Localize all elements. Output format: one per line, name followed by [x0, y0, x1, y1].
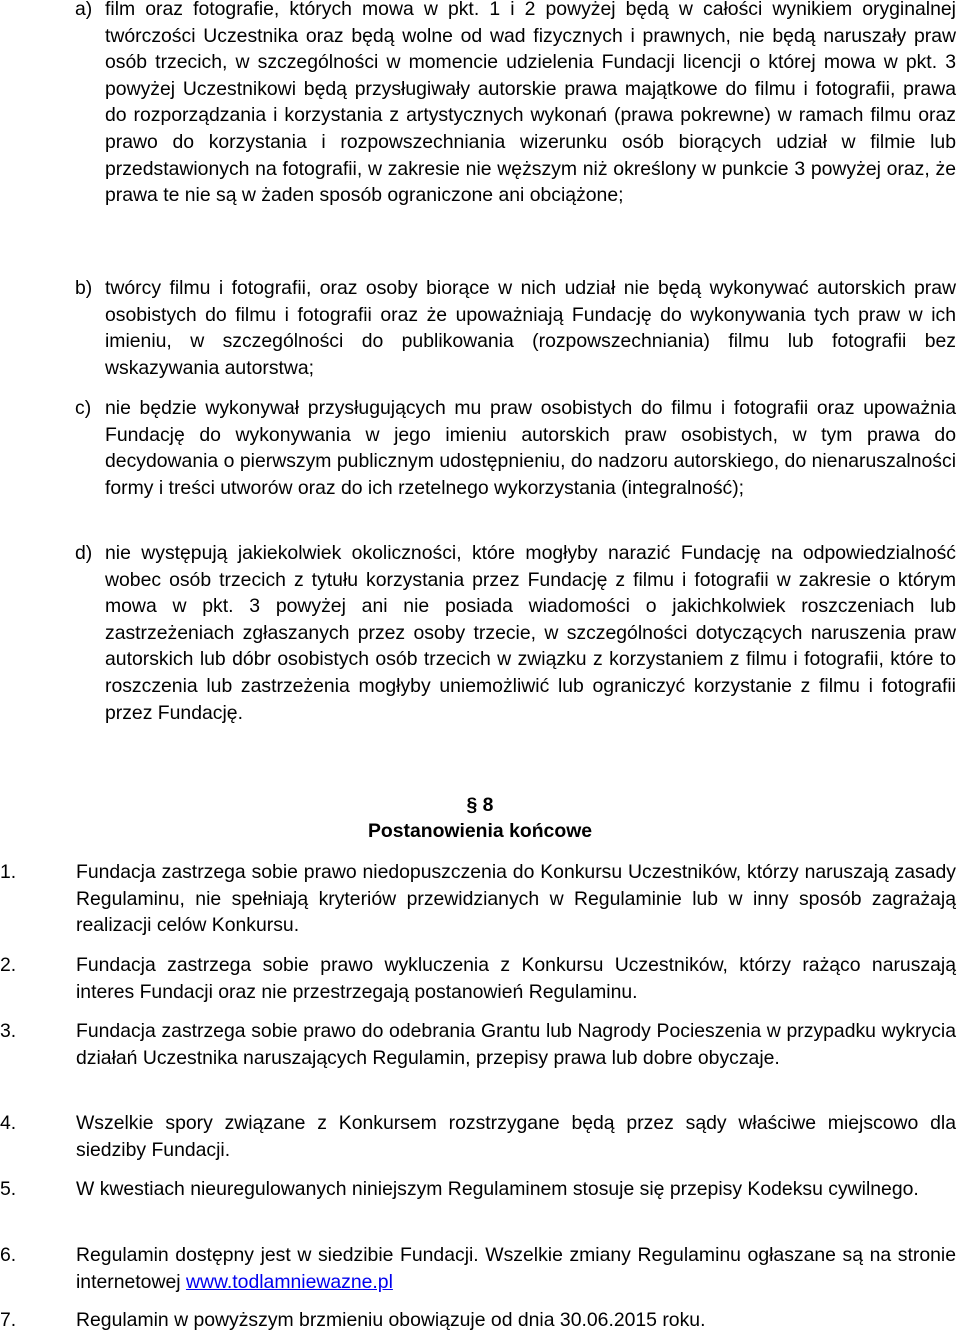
numbered-item-6 [0, 1242, 960, 1295]
numbered-item-marker: 7. [0, 1309, 17, 1331]
numbered-item-3 [0, 1018, 960, 1071]
sub-item-marker: b) [75, 277, 93, 299]
numbered-item-marker: 6. [0, 1244, 17, 1266]
sub-item-a [0, 0, 960, 209]
section-title: Postanowienia końcowe [367, 820, 593, 842]
numbered-item-marker: 2. [0, 954, 17, 976]
website-link[interactable]: www.todlamniewazne.pl [185, 1270, 393, 1293]
sub-item-marker: c) [75, 397, 92, 419]
numbered-item-4 [0, 1110, 960, 1163]
numbered-item-text: Fundacja zastrzega sobie prawo niedopuszczenia do Konkursu Uczestników, którzy naruszają zasady Regulaminu, nie spełniają kryteriów przewidzianych w Regulaminie lub w inny sposób zagrażają realizacji celów Konkursu. [76, 861, 956, 937]
numbered-item-marker: 5. [0, 1178, 17, 1200]
numbered-item-5 [0, 1176, 960, 1203]
numbered-item-text: Fundacja zastrzega sobie prawo do odebrania Grantu lub Nagrody Pocieszenia w przypadku wykrycia działań Uczestnika naruszających Regulamin, przepisy prawa lub dobre obyczaje. [76, 1020, 956, 1069]
numbered-item-text [76, 1242, 956, 1295]
sub-item-text: film oraz fotografie, których mowa w pkt. 1 i 2 powyżej będą w całości wynikiem oryginalnej twórczości Uczestnika oraz będą wolne od wad fizycznych i prawnych, nie będą naruszały praw osób trzecich, w szczególności w momencie udzielenia Fundacji licencji o której mowa w pkt. 3 powyżej Uczestnikowi będą przysługiwały autorskie prawa majątkowe do filmu i fotografii, prawa do rozporządzania i korzystania z artystycznych wykonań (prawa pokrewne) w ramach filmu oraz prawo do korzystania i rozpowszechniania wizerunku osób biorących udział w filmie lub przedstawionych na fotografii, w zakresie nie węższym niż określony w punkcie 3 powyżej oraz, że prawa te nie są w żaden sposób ograniczone ani obciążone; [105, 0, 956, 207]
numbered-item-2 [0, 952, 960, 1005]
numbered-item-marker: 3. [0, 1020, 17, 1042]
sub-item-text: nie będzie wykonywał przysługujących mu praw osobistych do filmu i fotografii oraz upoważnia Fundację do wykonywania w jego imieniu autorskich praw osobistych, w tym prawa do decydowania o pierwszym publicznym udostępnieniu, do nadzoru autorskiego, do nienaruszalności formy i treści utworów oraz do ich rzetelnego wykorzystania (integralność); [105, 397, 956, 499]
sub-item-marker: a) [75, 0, 93, 20]
sub-item-list [0, 0, 960, 209]
sub-item-c [0, 395, 960, 501]
section-number: § 8 [466, 794, 494, 816]
sub-item-list-c [0, 395, 960, 501]
sub-item-b [0, 275, 960, 381]
sub-item-list-b [0, 275, 960, 381]
numbered-item-marker: 4. [0, 1112, 17, 1134]
numbered-item-text: W kwestiach nieuregulowanych niniejszym Regulaminem stosuje się przepisy Kodeksu cywilnego. [76, 1178, 919, 1200]
sub-item-list-d [0, 540, 960, 726]
numbered-item-text-before-link: Regulamin dostępny jest w siedzibie Fundacji. Wszelkie zmiany Regulaminu ogłaszane są na stronie internetowej [76, 1244, 956, 1293]
numbered-item-1 [0, 859, 960, 939]
numbered-item-text: Regulamin w powyższym brzmieniu obowiązuje od dnia 30.06.2015 roku. [76, 1309, 706, 1331]
sub-item-d [0, 540, 960, 726]
sub-item-text: nie występują jakiekolwiek okoliczności, które mogłyby narazić Fundację na odpowiedzialność wobec osób trzecich z tytułu korzystania przez Fundację z filmu i fotografii w zakresie o którym mowa w pkt. 3 powyżej ani nie posiada wiadomości o jakichkolwiek roszczeniach lub zastrzeżeniach zgłaszanych przez osoby trzecie, w szczególności dotyczących naruszenia praw autorskich lub dóbr osobistych osób trzecich w związku z korzystaniem z filmu i fotografii, które to roszczenia lub zastrzeżenia mogłyby uniemożliwić lub ograniczyć korzystanie z filmu i fotografii przez Fundację. [105, 542, 956, 724]
sub-item-text: twórcy filmu i fotografii, oraz osoby biorące w nich udział nie będą wykonywać autorskich praw osobistych do filmu i fotografii oraz że upoważniają Fundację do wykonywania tych praw w ich imieniu, w szczególności do publikowania (rozpowszechniania) filmu lub fotografii bez wskazywania autorstwa; [105, 277, 956, 379]
numbered-item-marker: 1. [0, 861, 17, 883]
numbered-item-text: Wszelkie spory związane z Konkursem rozstrzygane będą przez sądy właściwe miejscowo dla siedziby Fundacji. [76, 1112, 956, 1161]
sub-item-marker: d) [75, 542, 93, 564]
numbered-item-text: Fundacja zastrzega sobie prawo wykluczenia z Konkursu Uczestników, którzy rażąco naruszają interes Fundacji oraz nie przestrzegają postanowień Regulaminu. [76, 954, 956, 1003]
numbered-item-7 [0, 1307, 960, 1334]
